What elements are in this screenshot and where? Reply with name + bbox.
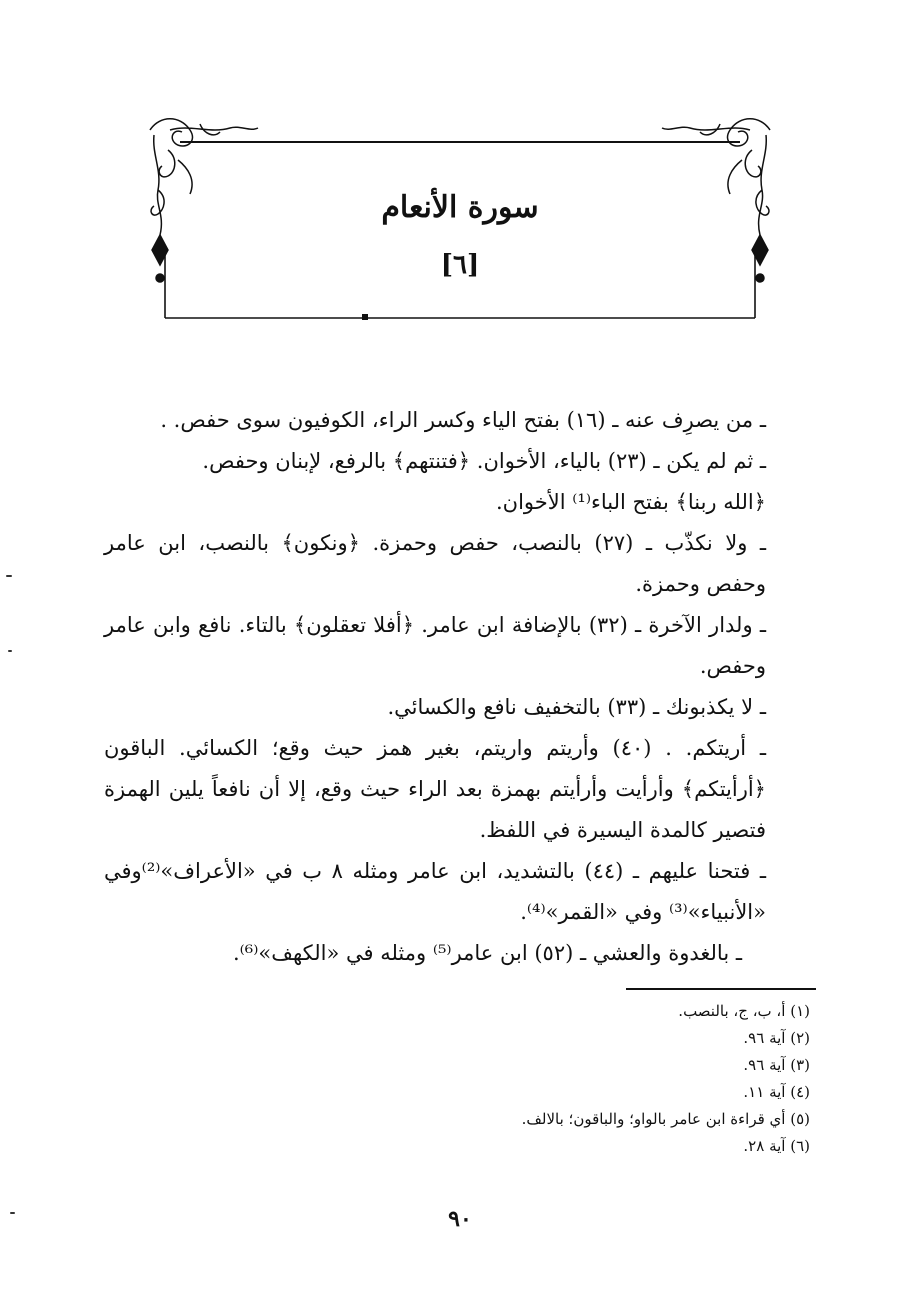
main-text — [104, 400, 766, 974]
text-line: ـ ولدار الآخرة ـ (٣٢) بالإضافة ابن عامر. ﴿أفلا تعقلون﴾ بالتاء. نافع وابن عامر وحفص. — [104, 613, 766, 678]
text-line: ـ لا يكذبونك ـ (٣٣) بالتخفيف نافع والكسائي. — [387, 695, 766, 719]
paragraph — [104, 523, 766, 605]
paragraph — [104, 728, 766, 851]
text-line: ـ ثم لم يكن ـ (٢٣) بالياء، الأخوان. ﴿فتنتهم﴾ بالرفع، لإبنان وحفص. — [202, 449, 766, 473]
text-line: ـ من يصرِف عنه ـ (١٦) بفتح الياء وكسر الراء، الكوفيون سوى حفص. . — [160, 408, 766, 432]
page-number: ٩٠ — [448, 1206, 472, 1232]
footnote-rule — [626, 988, 816, 990]
footnotes — [380, 998, 810, 1160]
paragraph — [104, 482, 766, 523]
text-line: ـ بالغدوة والعشي ـ (٥٢) ابن عامر⁽⁵⁾ ومثله في «الكهف»⁽⁶⁾. — [232, 941, 742, 965]
scan-speck — [10, 1212, 15, 1214]
text-line: ـ ولا نكذّب ـ (٢٧) بالنصب، حفص وحمزة. ﴿ونكون﴾ بالنصب، ابن عامر وحفص وحمزة. — [104, 531, 766, 596]
footnote: (٤) آية ١١. — [743, 1083, 810, 1101]
footnote: (٥) أي قراءة ابن عامر بالواو؛ والباقون؛ بالالف. — [521, 1110, 810, 1128]
sura-number: [٦] — [440, 250, 480, 280]
footnote: (٢) آية ٩٦. — [743, 1029, 810, 1047]
footnote: (٣) آية ٩٦. — [743, 1056, 810, 1074]
scan-speck — [8, 650, 12, 652]
paragraph — [104, 933, 766, 974]
footnote: (١) أ، ب، ج، بالنصب. — [678, 1002, 810, 1020]
scan-speck — [6, 575, 12, 577]
text-line: ـ أريتكم. . (٤٠) وأريتم واريتم، بغير همز حيث وقع؛ الكسائي. الباقون ﴿أرأيتكم﴾ وأرأيت وأرأيتم بهمزة بعد الراء حيث وقع، إلا أن نافعاً يلين الهمزة فتصير كالمدة اليسيرة في اللفظ. — [104, 736, 767, 842]
paragraph — [104, 851, 766, 933]
paragraph — [104, 400, 766, 441]
paragraph — [104, 441, 766, 482]
text-line: ـ فتحنا عليهم ـ (٤٤) بالتشديد، ابن عامر ومثله ٨ ب في «الأعراف»⁽²⁾وفي «الأنبياء»⁽³⁾ وفي «القمر»⁽⁴⁾. — [104, 859, 766, 924]
paragraph — [104, 605, 766, 687]
sura-title: سورة الأنعام — [381, 190, 539, 225]
footnote: (٦) آية ٢٨. — [743, 1137, 810, 1155]
paragraph — [104, 687, 766, 728]
text-line: ﴿الله ربنا﴾ بفتح الباء⁽¹⁾ الأخوان. — [496, 490, 766, 514]
